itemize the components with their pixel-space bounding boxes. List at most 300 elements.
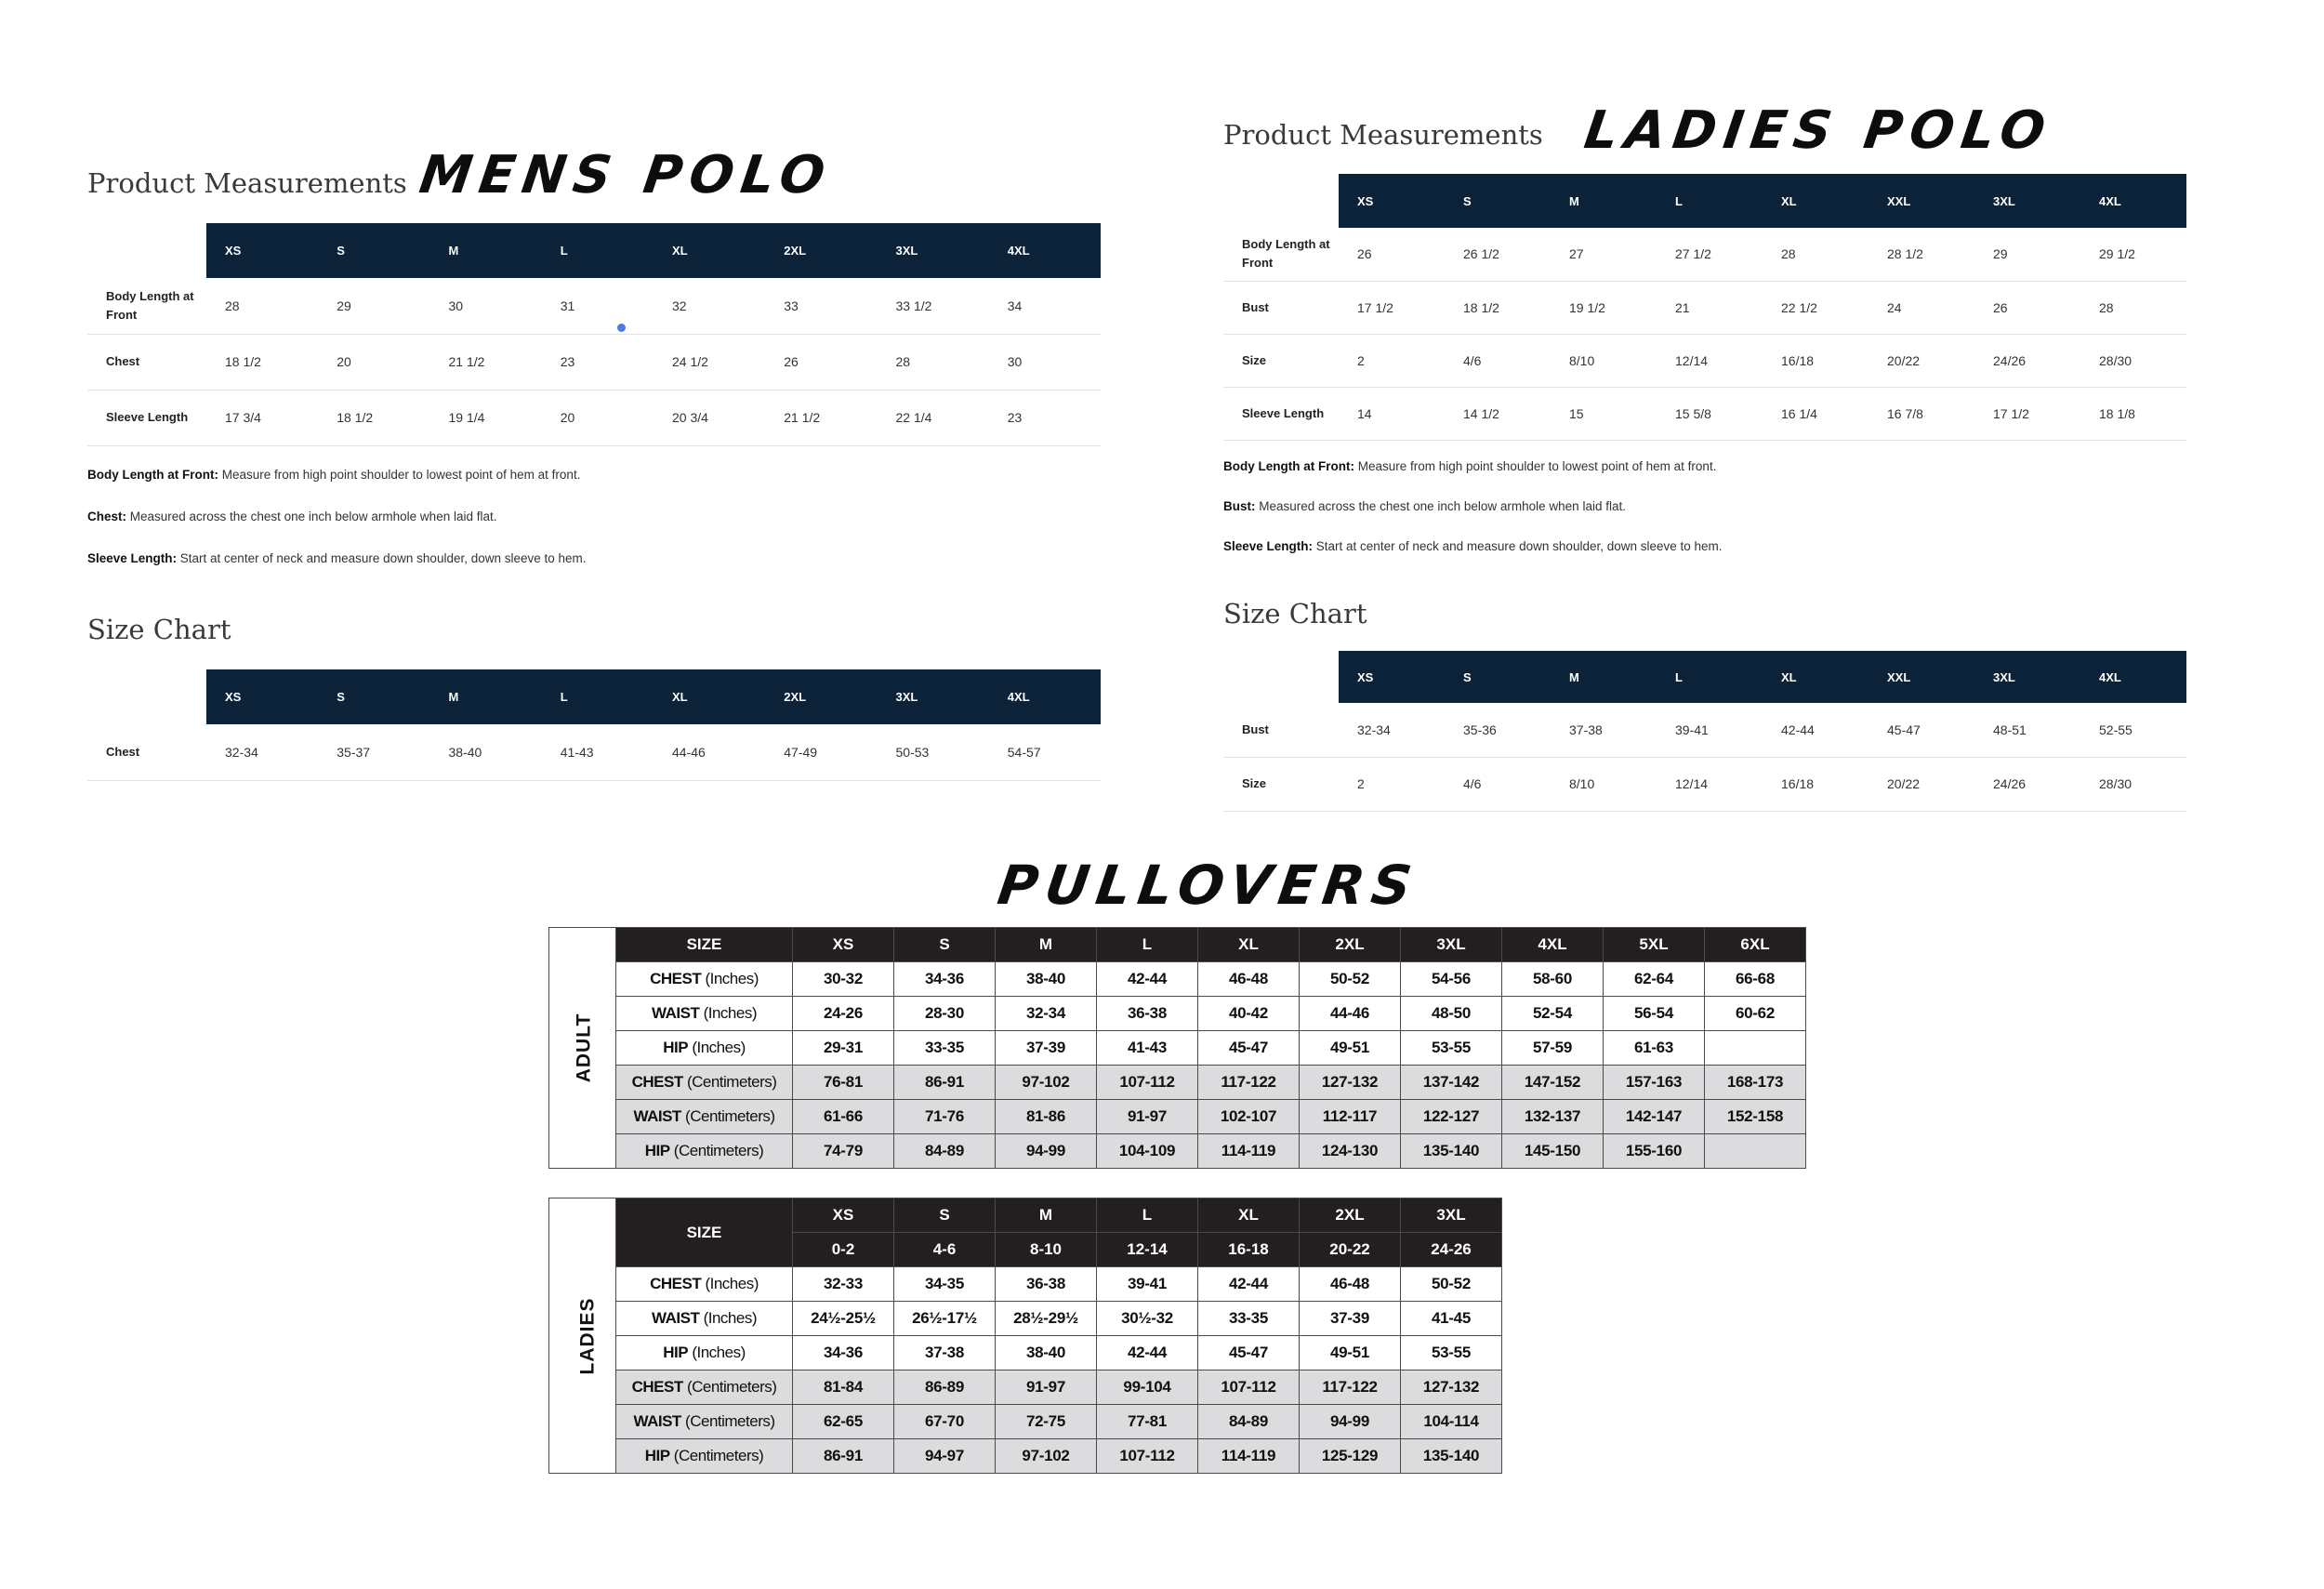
value-cell: 112-117 [1300,1100,1401,1134]
value-cell: 28½-29½ [996,1302,1097,1336]
value-cell: 91-97 [1097,1100,1198,1134]
value-cell: 20 3/4 [654,390,765,445]
value-cell: 46-48 [1300,1267,1401,1302]
value-cell: 84-89 [894,1134,996,1169]
value-cell: 62-64 [1604,962,1705,997]
measurement-unit: (Centimeters) [680,1412,775,1430]
value-cell: 34-36 [894,962,996,997]
mens-note-body-length: Body Length at Front: Measure from high point shoulder to lowest point of hem at front. [87,468,581,482]
row-waist-inches [549,1302,1502,1336]
size-header-xs: XS [793,928,894,962]
value-cell: 168-173 [1705,1066,1806,1100]
row-size [1223,757,2186,811]
value-cell: 49-51 [1300,1031,1401,1066]
size-header-3xl: 3XL [1401,928,1502,962]
value-cell: 52-54 [1502,997,1604,1031]
ladies-polo-logo-title: LADIES POLO [1580,100,2056,161]
value-cell: 14 1/2 [1445,387,1551,440]
measurement-unit: (Inches) [699,1004,757,1022]
side-label-cell [549,928,616,1169]
value-cell: 76-81 [793,1066,894,1100]
value-cell: 19 1/2 [1551,281,1657,334]
value-cell: 38-40 [996,1336,1097,1371]
measurement-name: WAIST [633,1412,681,1430]
value-cell: 26 [1339,228,1445,281]
size-header-s: S [318,669,429,724]
measurement-unit: (Centimeters) [680,1107,775,1125]
pullovers-adult-table [548,927,1806,1169]
ladies-note-body-length: Body Length at Front: Measure from high point shoulder to lowest point of hem at front. [1223,459,1717,473]
measurement-name: HIP [663,1344,689,1361]
measurement-unit: (Centimeters) [669,1447,764,1464]
header-corner-cell [87,669,206,724]
size-header-3xl: 3XL [1974,651,2080,703]
size-header-xxl: XXL [1868,651,1974,703]
row-waist-centimeters [549,1100,1806,1134]
value-cell: 47-49 [765,724,877,780]
value-cell: 39-41 [1657,703,1763,757]
value-cell: 157-163 [1604,1066,1705,1100]
value-cell: 58-60 [1502,962,1604,997]
value-cell: 147-152 [1502,1066,1604,1100]
value-cell: 34 [989,278,1101,334]
row-body-length-at-front [87,278,1101,334]
value-cell: 127-132 [1300,1066,1401,1100]
value-cell: 28-30 [894,997,996,1031]
value-cell: 117-122 [1300,1371,1401,1405]
numeric-size-header: 0-2 [793,1233,894,1267]
value-cell: 4/6 [1445,757,1551,811]
value-cell: 28/30 [2080,334,2186,387]
size-header-xs: XS [206,669,318,724]
value-cell: 29 1/2 [2080,228,2186,281]
value-cell: 56-54 [1604,997,1705,1031]
value-cell: 86-89 [894,1371,996,1405]
ladies-size-chart-title: Size Chart [1223,598,1367,629]
value-cell: 38-40 [996,962,1097,997]
size-header-m: M [996,928,1097,962]
value-cell: 50-52 [1300,962,1401,997]
value-cell: 42-44 [1097,962,1198,997]
mens-size-chart-title: Size Chart [87,614,231,645]
row-bust [1223,703,2186,757]
measurement-unit: (Inches) [701,1275,759,1292]
value-cell: 17 3/4 [206,390,318,445]
value-cell: 45-47 [1198,1031,1300,1066]
value-cell: 15 5/8 [1657,387,1763,440]
size-header-xl: XL [654,669,765,724]
value-cell: 37-39 [996,1031,1097,1066]
value-cell: 12/14 [1657,334,1763,387]
row-sleeve-length [1223,387,2186,440]
value-cell: 41-43 [542,724,654,780]
value-cell: 29 [318,278,429,334]
value-cell: 4/6 [1445,334,1551,387]
row-label: Size [1223,334,1339,387]
value-cell: 50-52 [1401,1267,1502,1302]
row-hip-centimeters [549,1134,1806,1169]
size-header-m: M [1551,174,1657,228]
value-cell: 145-150 [1502,1134,1604,1169]
measurement-unit: (Inches) [701,970,759,987]
mens-polo-logo-title: MENS POLO [416,145,837,205]
row-label: Sleeve Length [1223,387,1339,440]
value-cell: 132-137 [1502,1100,1604,1134]
value-cell: 24/26 [1974,334,2080,387]
measurement-name: WAIST [633,1107,681,1125]
value-cell: 81-86 [996,1100,1097,1134]
row-waist-centimeters [549,1405,1502,1439]
row-body-length-at-front [1223,228,2186,281]
value-cell: 8/10 [1551,334,1657,387]
row-hip-centimeters [549,1439,1502,1474]
value-cell: 117-122 [1198,1066,1300,1100]
measurement-label [616,1371,793,1405]
row-label: Chest [87,334,206,390]
value-cell: 20 [318,334,429,390]
value-cell: 152-158 [1705,1100,1806,1134]
value-cell: 107-112 [1097,1066,1198,1100]
size-header-xl: XL [1763,651,1868,703]
value-cell: 102-107 [1198,1100,1300,1134]
value-cell: 142-147 [1604,1100,1705,1134]
mens-polo-section-title: Product Measurements [87,167,407,199]
size-header-3xl: 3XL [878,223,989,278]
numeric-size-header: 16-18 [1198,1233,1300,1267]
value-cell: 24/26 [1974,757,2080,811]
row-chest [87,334,1101,390]
size-header-s: S [1445,651,1551,703]
value-cell: 42-44 [1097,1336,1198,1371]
value-cell: 32-33 [793,1267,894,1302]
row-chest-inches [549,962,1806,997]
value-cell: 94-99 [1300,1405,1401,1439]
value-cell: 15 [1551,387,1657,440]
numeric-size-header: 20-22 [1300,1233,1401,1267]
value-cell: 28 [2080,281,2186,334]
size-header-xl: XL [1198,1198,1300,1233]
pullovers-logo-title: PULLOVERS [994,854,1423,917]
value-cell: 24-26 [793,997,894,1031]
value-cell: 122-127 [1401,1100,1502,1134]
size-header-m: M [996,1198,1097,1233]
size-header-2xl: 2XL [765,669,877,724]
value-cell: 114-119 [1198,1134,1300,1169]
value-cell: 127-132 [1401,1371,1502,1405]
row-chest-centimeters [549,1371,1502,1405]
value-cell: 41-45 [1401,1302,1502,1336]
mens-note-chest: Chest: Measured across the chest one inch below armhole when laid flat. [87,510,497,523]
value-cell: 24 [1868,281,1974,334]
size-header-xs: XS [1339,174,1445,228]
value-cell: 32-34 [1339,703,1445,757]
value-cell: 107-112 [1097,1439,1198,1474]
measurement-label [616,1405,793,1439]
measurement-label [616,1267,793,1302]
value-cell: 97-102 [996,1439,1097,1474]
size-header-m: M [430,669,542,724]
value-cell: 37-38 [894,1336,996,1371]
value-cell: 77-81 [1097,1405,1198,1439]
measurement-label [616,1336,793,1371]
ladies-note-bust: Bust: Measured across the chest one inch below armhole when laid flat. [1223,499,1626,513]
value-cell: 104-114 [1401,1405,1502,1439]
value-cell: 29-31 [793,1031,894,1066]
value-cell: 135-140 [1401,1439,1502,1474]
value-cell: 18 1/2 [206,334,318,390]
measurement-unit: (Inches) [688,1344,746,1361]
value-cell: 22 1/2 [1763,281,1868,334]
row-label: Size [1223,757,1339,811]
value-cell: 33-35 [894,1031,996,1066]
value-cell: 44-46 [654,724,765,780]
row-sleeve-length [87,390,1101,445]
row-chest-centimeters [549,1066,1806,1100]
value-cell: 60-62 [1705,997,1806,1031]
numeric-size-header: 24-26 [1401,1233,1502,1267]
value-cell: 94-97 [894,1439,996,1474]
value-cell: 35-37 [318,724,429,780]
value-cell: 26 [1974,281,2080,334]
value-cell: 86-91 [793,1439,894,1474]
measurement-unit: (Centimeters) [682,1378,777,1396]
ladies-polo-measurements-table [1223,174,2186,441]
measurement-name: HIP [663,1039,689,1056]
size-header-xl: XL [654,223,765,278]
value-cell: 52-55 [2080,703,2186,757]
measurement-label [616,962,793,997]
size-header-m: M [430,223,542,278]
size-header-s: S [894,1198,996,1233]
mens-note-sleeve-length: Sleeve Length: Start at center of neck and measure down shoulder, down sleeve to hem. [87,551,587,565]
value-cell: 32-34 [206,724,318,780]
value-cell: 28 1/2 [1868,228,1974,281]
row-label: Body Length at Front [87,278,206,334]
size-header-xs: XS [1339,651,1445,703]
measurement-name: HIP [644,1142,670,1159]
measurement-label [616,1302,793,1336]
value-cell: 45-47 [1868,703,1974,757]
value-cell: 29 [1974,228,2080,281]
row-label: Bust [1223,281,1339,334]
value-cell: 28 [206,278,318,334]
value-cell: 53-55 [1401,1031,1502,1066]
size-header-row [1223,174,2186,228]
value-cell: 30½-32 [1097,1302,1198,1336]
measurement-name: WAIST [652,1309,700,1327]
value-cell: 66-68 [1705,962,1806,997]
size-header-4xl: 4XL [2080,174,2186,228]
row-label: Sleeve Length [87,390,206,445]
numeric-size-header: 8-10 [996,1233,1097,1267]
header-corner-cell [1223,174,1339,228]
value-cell: 46-48 [1198,962,1300,997]
value-cell: 57-59 [1502,1031,1604,1066]
value-cell: 20/22 [1868,334,1974,387]
value-cell: 19 1/4 [430,390,542,445]
size-header-row [1223,651,2186,703]
measurement-label [616,1439,793,1474]
value-cell: 135-140 [1401,1134,1502,1169]
value-cell: 30-32 [793,962,894,997]
value-cell: 91-97 [996,1371,1097,1405]
value-cell: 2 [1339,757,1445,811]
row-label: Body Length at Front [1223,228,1339,281]
value-cell [1705,1134,1806,1169]
value-cell: 33 1/2 [878,278,989,334]
size-header-l: L [542,223,654,278]
value-cell: 67-70 [894,1405,996,1439]
value-cell: 42-44 [1763,703,1868,757]
value-cell: 41-43 [1097,1031,1198,1066]
size-header-4xl: 4XL [2080,651,2186,703]
value-cell: 27 1/2 [1657,228,1763,281]
size-header-s: S [894,928,996,962]
value-cell: 107-112 [1198,1371,1300,1405]
size-header-2xl: 2XL [765,223,877,278]
value-cell: 32-34 [996,997,1097,1031]
size-header-3xl: 3XL [1974,174,2080,228]
value-cell: 54-56 [1401,962,1502,997]
value-cell: 22 1/4 [878,390,989,445]
value-cell: 17 1/2 [1339,281,1445,334]
value-cell: 30 [430,278,542,334]
value-cell: 35-36 [1445,703,1551,757]
value-cell: 34-36 [793,1336,894,1371]
measurement-name: CHEST [650,1275,702,1292]
value-cell: 48-50 [1401,997,1502,1031]
size-header-xl: XL [1198,928,1300,962]
value-cell: 32 [654,278,765,334]
row-size [1223,334,2186,387]
value-cell: 16/18 [1763,757,1868,811]
marker-dot [617,324,626,332]
row-waist-inches [549,997,1806,1031]
value-cell: 31 [542,278,654,334]
value-cell: 124-130 [1300,1134,1401,1169]
size-header-2xl: 2XL [1300,1198,1401,1233]
value-cell: 54-57 [989,724,1101,780]
size-header-s: S [318,223,429,278]
value-cell: 26 1/2 [1445,228,1551,281]
size-header-label: SIZE [616,928,793,962]
value-cell: 16 7/8 [1868,387,1974,440]
value-cell: 104-109 [1097,1134,1198,1169]
mens-polo-size-chart-table [87,669,1101,781]
row-hip-inches [549,1031,1806,1066]
measurement-unit: (Centimeters) [669,1142,764,1159]
size-header-xs: XS [206,223,318,278]
value-cell: 40-42 [1198,997,1300,1031]
value-cell: 28 [1763,228,1868,281]
row-chest-inches [549,1267,1502,1302]
size-header-l: L [1657,651,1763,703]
value-cell: 20 [542,390,654,445]
value-cell: 74-79 [793,1134,894,1169]
value-cell: 39-41 [1097,1267,1198,1302]
size-header-l: L [1657,174,1763,228]
value-cell: 2 [1339,334,1445,387]
size-header-l: L [1097,928,1198,962]
size-header-xl: XL [1763,174,1868,228]
value-cell: 21 [1657,281,1763,334]
size-header-s: S [1445,174,1551,228]
size-header-row [549,1198,1502,1233]
size-header-row [549,928,1806,962]
value-cell: 61-66 [793,1100,894,1134]
size-header-row [87,223,1101,278]
value-cell: 45-47 [1198,1336,1300,1371]
measurement-label [616,1134,793,1169]
value-cell: 114-119 [1198,1439,1300,1474]
measurement-name: HIP [644,1447,670,1464]
value-cell: 72-75 [996,1405,1097,1439]
row-bust [1223,281,2186,334]
size-header-label: SIZE [616,1198,793,1267]
value-cell: 27 [1551,228,1657,281]
size-header-5xl: 5XL [1604,928,1705,962]
pullovers-ladies-table [548,1198,1502,1474]
value-cell: 38-40 [430,724,542,780]
value-cell: 18 1/2 [1445,281,1551,334]
value-cell: 125-129 [1300,1439,1401,1474]
measurement-unit: (Inches) [688,1039,746,1056]
size-header-6xl: 6XL [1705,928,1806,962]
value-cell: 97-102 [996,1066,1097,1100]
value-cell: 20/22 [1868,757,1974,811]
size-header-l: L [1097,1198,1198,1233]
value-cell: 33-35 [1198,1302,1300,1336]
value-cell: 26 [765,334,877,390]
size-header-4xl: 4XL [1502,928,1604,962]
value-cell: 8/10 [1551,757,1657,811]
measurement-name: CHEST [631,1378,683,1396]
value-cell: 71-76 [894,1100,996,1134]
value-cell: 21 1/2 [765,390,877,445]
value-cell: 23 [989,390,1101,445]
value-cell: 62-65 [793,1405,894,1439]
measurement-name: CHEST [650,970,702,987]
row-chest [87,724,1101,780]
value-cell [1705,1031,1806,1066]
value-cell: 48-51 [1974,703,2080,757]
value-cell: 49-51 [1300,1336,1401,1371]
measurement-unit: (Centimeters) [682,1073,777,1091]
size-header-xxl: XXL [1868,174,1974,228]
measurement-name: CHEST [631,1073,683,1091]
size-header-xs: XS [793,1198,894,1233]
value-cell: 23 [542,334,654,390]
value-cell: 14 [1339,387,1445,440]
value-cell: 61-63 [1604,1031,1705,1066]
value-cell: 16 1/4 [1763,387,1868,440]
value-cell: 84-89 [1198,1405,1300,1439]
value-cell: 44-46 [1300,997,1401,1031]
value-cell: 50-53 [878,724,989,780]
measurement-unit: (Inches) [699,1309,757,1327]
measurement-label [616,1066,793,1100]
value-cell: 28/30 [2080,757,2186,811]
value-cell: 26½-17½ [894,1302,996,1336]
value-cell: 33 [765,278,877,334]
mens-polo-measurements-table [87,223,1101,446]
value-cell: 34-35 [894,1267,996,1302]
ladies-note-sleeve-length: Sleeve Length: Start at center of neck and measure down shoulder, down sleeve to hem. [1223,539,1723,553]
measurement-label [616,1100,793,1134]
value-cell: 18 1/2 [318,390,429,445]
value-cell: 21 1/2 [430,334,542,390]
header-corner-cell [1223,651,1339,703]
